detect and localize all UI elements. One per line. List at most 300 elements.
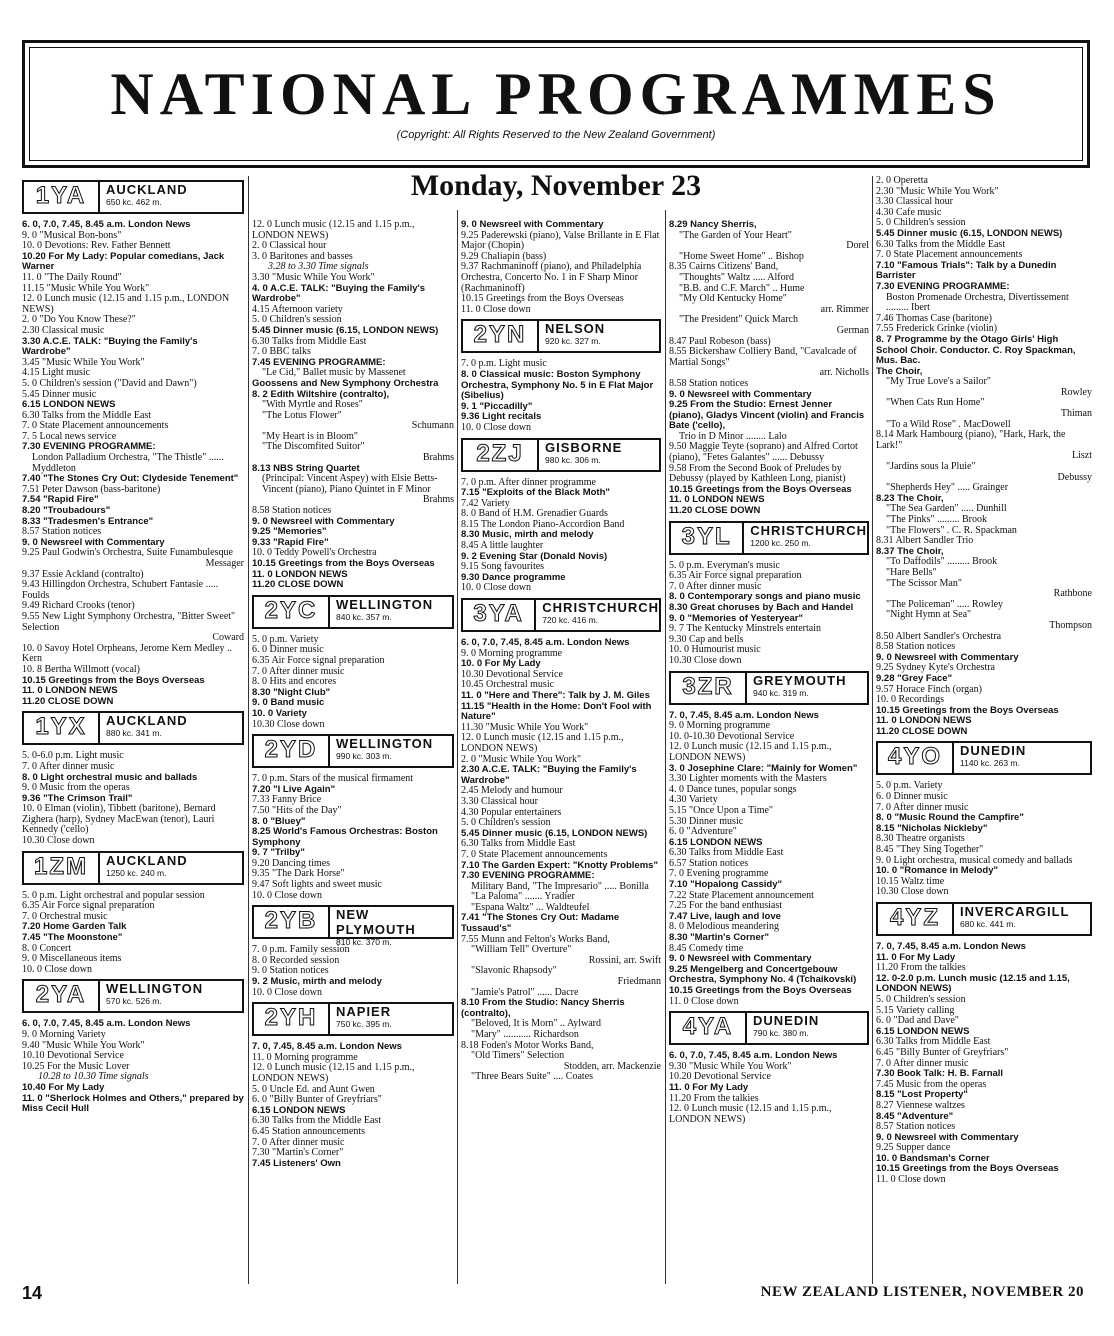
programme-entry: 9.25 Supper dance xyxy=(876,1142,951,1154)
programme-entry: 5.30 Dinner music xyxy=(669,815,744,827)
station-frequency: 920 kc. 327 m. xyxy=(545,336,601,347)
programme-entry: 7.30 "Martin's Corner" xyxy=(252,1147,344,1159)
station-info xyxy=(100,182,242,212)
programme-entry: 3.45 "Music While You Work" xyxy=(22,356,145,368)
programme-entry: "Espana Waltz" ... Waldteufel xyxy=(471,901,590,913)
programme-entry: 8.55 Bickershaw Colliery Band, "Cavalcade of Martial Songs" xyxy=(669,346,857,368)
programme-entry: 10.15 Greetings from the Boys Overseas xyxy=(252,558,435,569)
programme-entry: 8.20 "Troubadours" xyxy=(22,505,111,517)
programme-entry: 8.14 Mark Hambourg (piano), "Hark, Hark, the Lark!" xyxy=(876,429,1066,451)
programme-entry: Trio in D Minor ........ Lalo xyxy=(679,430,787,442)
station-info xyxy=(744,523,867,553)
programme-entry: 8.18 Foden's Motor Works Band, xyxy=(461,1039,594,1051)
programme-entry: 6. 0 "Billy Bunter of Greyfriars" xyxy=(252,1094,382,1106)
programme-entry: 9.25 Paul Godwin's Orchestra, Suite Funambulesque xyxy=(22,547,233,559)
programme-entry: 6.45 Station announcements xyxy=(252,1125,366,1137)
programme-entry: 5. 0 Children's session xyxy=(876,217,966,229)
station-frequency: 720 kc. 416 m. xyxy=(542,615,599,626)
programme-entry: 7.15 "Exploits of the Black Moth" xyxy=(461,487,610,499)
programme-entry: 8. 0 Light orchestral music and ballads xyxy=(22,771,198,783)
programme-entry: 7. 0 p.m. Family session xyxy=(252,944,350,956)
station-info xyxy=(330,597,452,627)
programme-entry: "My Old Kentucky Home" xyxy=(679,293,787,305)
programme-entry: 8. 0 Melodious meandering xyxy=(669,921,779,933)
programme-entry: 6.15 LONDON NEWS xyxy=(22,399,116,411)
programme-entry: 6. 0, 7.0, 7.45, 8.45 a.m. London News xyxy=(22,1018,191,1030)
programme-entry: 8. 2 Edith Wiltshire (contralto), xyxy=(252,388,390,400)
programme-entry: 3.30 Lighter moments with the Masters xyxy=(669,773,827,785)
programme-entry: 7.45 Music from the operas xyxy=(876,1078,987,1090)
station-header xyxy=(669,671,869,705)
programme-entry: 7. 0 After dinner music xyxy=(252,665,345,677)
programme-entry: 10.45 Orchestral music xyxy=(461,679,555,691)
programme-entry: 11. 0 "Here and There": Talk by J. M. Giles xyxy=(461,690,650,701)
programme-entry: 8. 0 Contemporary songs and piano music xyxy=(669,591,861,603)
programme-entry: "The Pinks" ......... Brook xyxy=(886,514,987,525)
page-number: 14 xyxy=(22,1283,43,1303)
programme-entry: 5. 0 Children's session xyxy=(252,314,342,326)
programme-entry: "With Myrtle and Roses" xyxy=(262,399,363,411)
station-city: NAPIER xyxy=(336,1004,392,1020)
programme-entry: 7. 0 State Placement announcements xyxy=(461,848,608,860)
programme-entry: 8.57 Station notices xyxy=(876,1121,956,1133)
programme-entry: 7.10 "Famous Trials": Talk by a Dunedin Barrister xyxy=(876,259,1057,282)
programme-entry: 12. 0-2.0 p.m. Lunch music (12.15 and 1.15, LONDON NEWS) xyxy=(876,972,1070,995)
station-header xyxy=(22,851,244,885)
programme-entry: 7.30 Book Talk: H. B. Farnall xyxy=(876,1068,1004,1080)
programme-entry: 6. 0, 7.0, 7.45, 8.45 a.m. London News xyxy=(669,1050,838,1062)
programme-entry: 9. 2 Evening Star (Donald Novis) xyxy=(461,550,608,562)
programme-entry: 8.37 The Choir, xyxy=(876,545,944,557)
programme-entry: 10.20 Devotional Service xyxy=(669,1071,771,1083)
programme-entry: 9. 0 Newsreel with Commentary xyxy=(252,515,395,527)
programme-entry: "La Paloma" ....... Yradier xyxy=(471,891,575,903)
programme-entry: 7.54 "Rapid Fire" xyxy=(22,494,99,506)
programme-entry: 9.47 Soft lights and sweet music xyxy=(252,879,382,891)
programme-entry: 7.20 Home Garden Talk xyxy=(22,921,127,933)
composer-credit: Dorel xyxy=(846,240,869,252)
station-logo: 2YH xyxy=(254,1004,330,1034)
station-info xyxy=(330,1004,452,1034)
programme-entry: 8. 0 "Music Round the Campfire" xyxy=(876,812,1024,824)
programme-entry: 11. 0 Morning programme xyxy=(252,1051,358,1063)
column-divider xyxy=(872,176,873,1284)
station-logo: 3YA xyxy=(463,600,536,630)
programme-entry: 3. 0 Baritones and basses xyxy=(252,250,353,262)
programme-entry: 6. 0 Dinner music xyxy=(876,791,948,803)
programme-entry: 5. 0 p.m. Variety xyxy=(876,780,943,792)
programme-entry: 8.23 The Choir, xyxy=(876,492,944,504)
programme-entry: 9. 0 "Memories of Yesteryear" xyxy=(669,612,803,624)
station-frequency: 1200 kc. 250 m. xyxy=(750,537,811,548)
programme-entry: 6.15 LONDON NEWS xyxy=(876,1025,970,1037)
programme-entry: 9.40 "Music While You Work" xyxy=(22,1039,145,1051)
programme-entry: 9. 0 Newsreel with Commentary xyxy=(669,388,812,400)
programme-entry: 9. 0 Morning Variety xyxy=(22,1029,106,1040)
station-city: DUNEDIN xyxy=(753,1013,820,1029)
programme-entry: 5. 0-6.0 p.m. Light music xyxy=(22,750,124,762)
station-info xyxy=(100,853,242,883)
station-city: CHRISTCHURCH xyxy=(750,522,867,538)
programme-entry: 11.20 CLOSE DOWN xyxy=(252,579,344,591)
programme-entry: 10. 0 Close down xyxy=(22,963,92,975)
programme-entry: 4.30 Cafe music xyxy=(876,206,942,218)
programme-column-3 xyxy=(461,220,661,1083)
programme-entry: 9.35 "The Dark Horse" xyxy=(252,868,345,880)
programme-entry: 6.35 Air Force signal preparation xyxy=(252,654,385,666)
programme-entry: 6. 0 Dinner music xyxy=(252,644,324,656)
programme-entry: 8.30 Theatre organists xyxy=(876,833,965,845)
column-divider xyxy=(457,210,458,1284)
programme-entry: 7.22 State Placement announcement xyxy=(669,889,814,901)
programme-entry: 10.40 For My Lady xyxy=(22,1081,105,1093)
programme-entry: 5.45 Dinner music (6.15, LONDON NEWS) xyxy=(876,227,1063,239)
programme-entry: 9.25 Paderewski (piano), Valse Brillante in E Flat Major (Chopin) xyxy=(461,229,660,252)
programme-entry: 10.30 Close down xyxy=(876,886,949,898)
station-frequency: 1140 kc. 263 m. xyxy=(960,758,1020,769)
programme-entry: 10. 0 For My Lady xyxy=(461,658,541,670)
programme-entry: 4.15 Afternoon variety xyxy=(252,303,343,315)
programme-entry: 9. 0 Band music xyxy=(252,697,325,709)
station-logo: 1YX xyxy=(24,713,100,743)
programme-entry: "Shepherds Hey" ..... Grainger xyxy=(886,482,1009,494)
programme-entry: 8.58 Station notices xyxy=(669,377,749,389)
programme-column-1 xyxy=(22,176,244,1115)
programme-entry: 7.42 Variety xyxy=(461,497,510,509)
programme-entry: 11. 0 "Sherlock Holmes and Others," prepared by Miss Cecil Hull xyxy=(22,1092,244,1115)
programme-entry: 10.15 Greetings from the Boys Overseas xyxy=(876,1163,1059,1175)
programme-entry: 12. 0 Lunch music (12.15 and 1.15 p.m., LONDON NEWS) xyxy=(252,219,415,241)
programme-entry: 9.55 New Light Symphony Orchestra, "Bitter Sweet" Selection xyxy=(22,610,236,633)
programme-entry: 2.30 Classical music xyxy=(22,324,105,336)
programme-entry: 10.30 Close down xyxy=(669,654,742,666)
programme-entry: "B.B. and C.F. March" .. Hume xyxy=(679,282,805,294)
station-frequency: 840 kc. 357 m. xyxy=(336,611,392,622)
programme-entry: 9.37 Essie Ackland (contralto) xyxy=(22,568,144,580)
programme-entry: 6.30 Talks from Middle East xyxy=(252,335,367,347)
programme-entry: 6.30 Talks from Middle East xyxy=(876,1036,991,1048)
programme-entry: 9. 0 Newsreel with Commentary xyxy=(876,651,1019,663)
programme-entry: 6. 0 "Dad and Dave" xyxy=(876,1015,959,1027)
programme-entry: 10.15 Greetings from the Boys Overseas xyxy=(22,674,205,686)
programme-entry: "Hare Bells" xyxy=(886,566,937,578)
station-city: AUCKLAND xyxy=(106,852,188,868)
programme-entry: 10.10 Devotional Service xyxy=(22,1050,124,1062)
programme-entry: 8.47 Paul Robeson (bass) xyxy=(669,335,771,347)
programme-entry: 7.10 The Garden Expert: "Knotty Problems" xyxy=(461,859,658,871)
programme-entry: 8. 0 Hits and encores xyxy=(252,676,337,688)
programme-entry: "When Cats Run Home" xyxy=(886,397,985,409)
programme-entry: 5.45 Dinner music (6.15, LONDON NEWS) xyxy=(461,827,648,839)
programme-entry: 8.31 Albert Sandler Trio xyxy=(876,535,974,547)
programme-entry: 7. 0 After dinner music xyxy=(876,801,969,813)
programme-entry: "The Policeman" ..... Rowley xyxy=(886,598,1004,610)
programme-entry: 10. 0 Variety xyxy=(252,707,307,719)
station-city: NEW PLYMOUTH xyxy=(336,907,416,938)
programme-entry: "Jamie's Patrol" ...... Dacre xyxy=(471,986,579,998)
programme-entry: 10. 0 Close down xyxy=(461,421,531,433)
programme-entry: Boston Promenade Orchestra, Divertissement ......... Ibert xyxy=(886,291,1069,314)
station-frequency: 750 kc. 395 m. xyxy=(336,1019,392,1030)
programme-entry: 9. 0 Newsreel with Commentary xyxy=(461,219,604,230)
programme-entry: 7.30 EVENING PROGRAMME: xyxy=(461,870,595,882)
programme-entry: 2.45 Melody and humour xyxy=(461,785,563,797)
programme-entry: 8. 7 Programme by the Otago Girls' High School Choir. Conductor. C. Roy Spackman, Mus. Bac. xyxy=(876,333,1076,367)
programme-entry: 11.20 From the talkies xyxy=(669,1092,759,1104)
programme-entry: 7. 0, 7.45, 8.45 a.m. London News xyxy=(252,1041,402,1053)
station-frequency: 570 kc. 526 m. xyxy=(106,996,162,1007)
station-info xyxy=(330,736,452,766)
station-city: GREYMOUTH xyxy=(753,672,847,688)
programme-entry: 10. 0 Teddy Powell's Orchestra xyxy=(252,547,377,559)
station-header xyxy=(669,521,869,555)
masthead-title: NATIONAL PROGRAMMES xyxy=(110,61,1002,127)
programme-entry: 6.30 Talks from the Middle East xyxy=(22,409,152,421)
programme-entry: 7.45 EVENING PROGRAMME: xyxy=(252,356,386,368)
programme-entry: 10. 0 Devotions: Rev. Father Bennett xyxy=(22,240,171,252)
programme-entry: 9.58 From the Second Book of Preludes by Debussy (played by Kathleen Long, pianist) xyxy=(669,462,846,485)
programme-entry: 3.28 to 3.30 Time signals xyxy=(268,261,369,273)
station-info xyxy=(100,981,242,1011)
programme-entry: The Choir, xyxy=(876,365,923,377)
programme-entry: 9.43 Hillingdon Orchestra, Schubert Fantasie ..... Foulds xyxy=(22,579,219,601)
programme-entry: 2. 0 Operetta xyxy=(876,175,928,186)
composer-credit: Brahms xyxy=(422,494,454,506)
composer-credit: Coward xyxy=(212,632,244,644)
programme-entry: 10.15 Greetings from the Boys Overseas xyxy=(669,483,852,495)
programme-entry: 7. 5 Local news service xyxy=(22,430,117,442)
programme-entry: 6.30 Talks from the Middle East xyxy=(252,1115,382,1127)
programme-entry: 8. 0 Classical music: Boston Symphony Orchestra, Symphony No. 5 in E Flat Major (Sibelius) xyxy=(461,368,654,402)
programme-entry: 8.35 Cairns Citizens' Band, xyxy=(669,261,779,273)
programme-entry: 9.15 Song favourites xyxy=(461,561,545,573)
programme-entry: 9. 0 Morning programme xyxy=(461,647,563,659)
programme-entry: 8.33 "Tradesmen's Entrance" xyxy=(22,515,154,527)
programme-entry: 6.35 Air Force signal preparation xyxy=(669,570,802,582)
programme-entry: 4.30 Popular entertainers xyxy=(461,806,562,818)
programme-entry: 5. 0 Children's session xyxy=(461,817,551,829)
programme-entry: 10. 0 Bandsman's Corner xyxy=(876,1152,990,1164)
station-header xyxy=(22,979,244,1013)
station-header xyxy=(252,1002,454,1036)
programme-entry: 9.25 From the Studio: Ernest Jenner (piano), Gladys Vincent (violin) and Francis Bate ('cello), xyxy=(669,399,865,432)
station-city: GISBORNE xyxy=(545,439,623,455)
programme-entry: 7.47 Live, laugh and love xyxy=(669,910,781,922)
station-info xyxy=(100,713,242,743)
programme-entry: 10. 0 Humourist music xyxy=(669,644,761,656)
programme-entry: 9. 0 Light orchestra, musical comedy and ballads xyxy=(876,854,1073,866)
programme-entry: 7. 0 State Placement announcements xyxy=(22,420,169,432)
programme-entry: "To Daffodils" ......... Brook xyxy=(886,556,998,568)
programme-entry: 2.30 "Music While You Work" xyxy=(876,185,999,197)
programme-entry: "The Sea Garden" ..... Dunhill xyxy=(886,503,1007,515)
programme-entry: 2. 0 "Music While You Work" xyxy=(461,753,582,765)
programme-entry: 9.28 "Grey Face" xyxy=(876,672,953,684)
programme-entry: 11.15 "Health in the Home: Don't Fool with Nature" xyxy=(461,700,652,723)
composer-credit: Rowley xyxy=(1060,386,1092,398)
programme-entry: 3.30 Classical hour xyxy=(461,795,538,807)
composer-credit: Liszt xyxy=(1072,450,1092,462)
programme-entry: 7.55 Munn and Felton's Works Band, xyxy=(461,933,610,945)
programme-entry: 8.57 Station notices xyxy=(22,526,102,538)
station-info xyxy=(539,321,659,351)
programme-entry: 9.49 Richard Crooks (tenor) xyxy=(22,600,135,612)
programme-entry: 8. 0 Recorded session xyxy=(252,954,340,966)
programme-entry: 11. 0 LONDON NEWS xyxy=(876,715,972,727)
programme-entry: 12. 0 Lunch music (12.15 and 1.15 p.m., LONDON NEWS) xyxy=(669,1103,832,1125)
programme-entry: 8.50 Albert Sandler's Orchestra xyxy=(876,630,1002,642)
programme-entry: 5.45 Dinner music xyxy=(22,388,97,400)
programme-entry: 9.25 Mengelberg and Concertgebouw Orchestra, Symphony No. 4 (Tchaikovski) xyxy=(669,963,857,986)
station-logo: 2YB xyxy=(254,907,330,937)
programme-entry: 5.15 "Once Upon a Time" xyxy=(669,804,773,816)
composer-credit: German xyxy=(836,324,869,336)
programme-entry: 8. 0 Band of H.M. Grenadier Guards xyxy=(461,508,608,520)
composer-credit: Rathbone xyxy=(1053,588,1092,600)
programme-entry: 6. 0, 7.0, 7.45, 8.45 a.m. London News xyxy=(22,219,191,230)
programme-entry: 7.20 "I Live Again" xyxy=(252,783,336,795)
programme-entry: 10.30 Close down xyxy=(22,835,95,847)
station-city: INVERCARGILL xyxy=(960,904,1070,919)
station-info xyxy=(747,673,867,703)
programme-entry: "The Scissor Man" xyxy=(886,577,962,589)
station-header xyxy=(461,438,661,472)
programme-entry: 9.36 Light recitals xyxy=(461,411,542,423)
station-frequency: 990 kc. 303 m. xyxy=(336,751,392,762)
programme-column-5 xyxy=(876,176,1092,1186)
composer-credit: Rossini, arr. Swift xyxy=(588,954,661,966)
station-frequency: 680 kc. 441 m. xyxy=(960,919,1016,929)
composer-credit: arr. Rimmer xyxy=(820,303,869,315)
programme-entry: 7. 0, 7.45, 8.45 a.m. London News xyxy=(669,709,819,721)
station-logo: 4YA xyxy=(671,1013,747,1043)
programme-entry: 10. 0 Savoy Hotel Orpheans, Jerome Kern Medley .. Kern xyxy=(22,642,232,665)
station-header xyxy=(669,1011,869,1045)
programme-entry: (Principal: Vincent Aspey) with Elsie Betts-Vincent (piano), Piano Quintet in F Minor xyxy=(262,473,438,495)
station-logo: 2YD xyxy=(254,736,330,766)
composer-credit: Schumann xyxy=(411,420,454,432)
programme-entry: 7. 0 Evening programme xyxy=(669,868,769,880)
station-info xyxy=(539,440,659,470)
programme-entry: 6. 0 "Adventure" xyxy=(669,826,737,838)
station-header xyxy=(22,711,244,745)
programme-entry: 10.15 Waltz time xyxy=(876,875,945,887)
station-city: AUCKLAND xyxy=(106,713,188,729)
programme-entry: 7.55 Frederick Grinke (violin) xyxy=(876,323,998,335)
programme-entry: 8.29 Nancy Sherris, xyxy=(669,219,757,230)
station-logo: 4YO xyxy=(878,743,954,773)
programme-entry: "Thoughts" Waltz ..... Alford xyxy=(679,271,794,283)
programme-entry: 10. 0 Close down xyxy=(252,889,322,901)
programme-entry: 7. 0 p.m. Light music xyxy=(461,358,547,370)
programme-entry: 7.33 Fanny Brice xyxy=(252,794,322,806)
programme-entry: London Palladium Orchestra, "The Thistle" ...... Myddleton xyxy=(32,452,224,474)
programme-entry: 11. 0 For My Lady xyxy=(876,951,956,963)
programme-entry: 7. 0 After dinner music xyxy=(22,760,115,772)
programme-entry: 8.45 "They Sing Together" xyxy=(876,844,984,856)
programme-entry: "Three Bears Suite" .... Coates xyxy=(471,1071,594,1083)
programme-entry: 9. 1 "Piccadilly" xyxy=(461,400,533,412)
programme-entry: 4. 0 Dance tunes, popular songs xyxy=(669,783,797,795)
programme-entry: 11. 0 LONDON NEWS xyxy=(669,494,765,506)
station-header xyxy=(252,595,454,629)
programme-entry: 11.20 CLOSE DOWN xyxy=(876,725,968,737)
station-header xyxy=(22,180,244,214)
programme-entry: 10. 0-10.30 Devotional Service xyxy=(669,730,795,742)
station-logo: 2ZJ xyxy=(463,440,539,470)
station-frequency: 940 kc. 319 m. xyxy=(753,687,809,698)
station-logo: 2YA xyxy=(24,981,100,1011)
programme-entry: 9. 7 "Trilby" xyxy=(252,847,305,859)
column-divider xyxy=(665,210,666,1284)
masthead-banner xyxy=(22,40,1090,168)
programme-entry: "Beloved, It is Morn" .. Aylward xyxy=(471,1018,602,1030)
programme-entry: 8.27 Viennese waltzes xyxy=(876,1099,965,1111)
programme-entry: 9. 0 Newsreel with Commentary xyxy=(669,953,812,965)
programme-entry: 6.15 LONDON NEWS xyxy=(669,836,763,848)
programme-entry: 7.10 "Hopalong Cassidy" xyxy=(669,879,783,891)
programme-entry: 9. 0 "Musical Bon-bons" xyxy=(22,229,122,241)
station-header xyxy=(252,734,454,768)
programme-entry: 9.57 Horace Finch (organ) xyxy=(876,683,982,695)
programme-entry: 7. 0 p.m. After dinner programme xyxy=(461,476,596,488)
programme-entry: 7. 0 p.m. Stars of the musical firmament xyxy=(252,773,414,785)
programme-entry: 2. 0 Classical hour xyxy=(252,240,327,252)
programme-entry: 10.15 Greetings from the Boys Overseas xyxy=(461,293,624,305)
programme-entry: 11. 0 For My Lady xyxy=(669,1081,749,1093)
programme-entry: 8. 0 "Bluey" xyxy=(252,815,306,827)
programme-entry: 3.30 "Music While You Work" xyxy=(252,271,375,283)
column-divider xyxy=(248,176,249,1284)
programme-entry: 8.30 Music, mirth and melody xyxy=(461,529,594,541)
station-header xyxy=(252,905,454,948)
programme-entry: 8.30 "Martin's Corner" xyxy=(669,932,769,944)
programme-entry: 10. 0 Recordings xyxy=(876,694,945,706)
composer-credit: Debussy xyxy=(1057,471,1092,483)
programme-entry: 11.20 From the talkies xyxy=(876,962,966,974)
programme-entry: 9.36 "The Crimson Trail" xyxy=(22,792,133,804)
programme-entry: 11. 0 LONDON NEWS xyxy=(22,685,118,697)
programme-entry: 11.30 "Music While You Work" xyxy=(461,721,589,733)
programme-entry: 11. 0 LONDON NEWS xyxy=(252,568,348,580)
programme-entry: 9.20 Dancing times xyxy=(252,857,331,869)
programme-entry: "The Lotus Flower" xyxy=(262,409,342,421)
programme-entry: 9. 0 Newsreel with Commentary xyxy=(22,536,165,548)
programme-entry: 12. 0 Lunch music (12.15 and 1.15 p.m., LONDON NEWS) xyxy=(252,1062,415,1084)
programme-entry: 8.25 World's Famous Orchestras: Boston Symphony xyxy=(252,826,438,848)
station-info xyxy=(954,904,1090,934)
programme-entry: 10. 0 "Romance in Melody" xyxy=(876,865,998,877)
programme-entry: 6.35 Air Force signal preparation xyxy=(22,900,155,912)
programme-entry: 7.30 EVENING PROGRAMME: xyxy=(22,441,156,453)
programme-entry: 11. 0 Close down xyxy=(876,1174,946,1186)
programme-entry: 7. 0 After dinner music xyxy=(669,580,762,592)
programme-entry: 7.45 Listeners' Own xyxy=(252,1157,341,1169)
programme-entry: 8.15 "Nicholas Nickleby" xyxy=(876,822,988,834)
programme-entry: 6.30 Talks from the Middle East xyxy=(876,238,1006,250)
composer-credit: arr. Nicholls xyxy=(819,367,869,379)
programme-entry: 9.33 "Rapid Fire" xyxy=(252,536,329,548)
programme-entry: 9. 0 Morning programme xyxy=(669,720,771,732)
programme-entry: 5. 0 Children's session ("David and Dawn") xyxy=(22,377,197,389)
programme-entry: 10.30 Devotional Service xyxy=(461,668,563,680)
programme-entry: 8.30 "Night Club" xyxy=(252,686,331,698)
programme-entry: 11.15 "Music While You Work" xyxy=(22,282,150,294)
programme-entry: 8.45 A little laughter xyxy=(461,540,544,552)
programme-entry: 9. 0 Newsreel with Commentary xyxy=(876,1131,1019,1143)
station-logo: 2YN xyxy=(463,321,539,351)
programme-entry: 3.30 Classical hour xyxy=(876,196,953,208)
